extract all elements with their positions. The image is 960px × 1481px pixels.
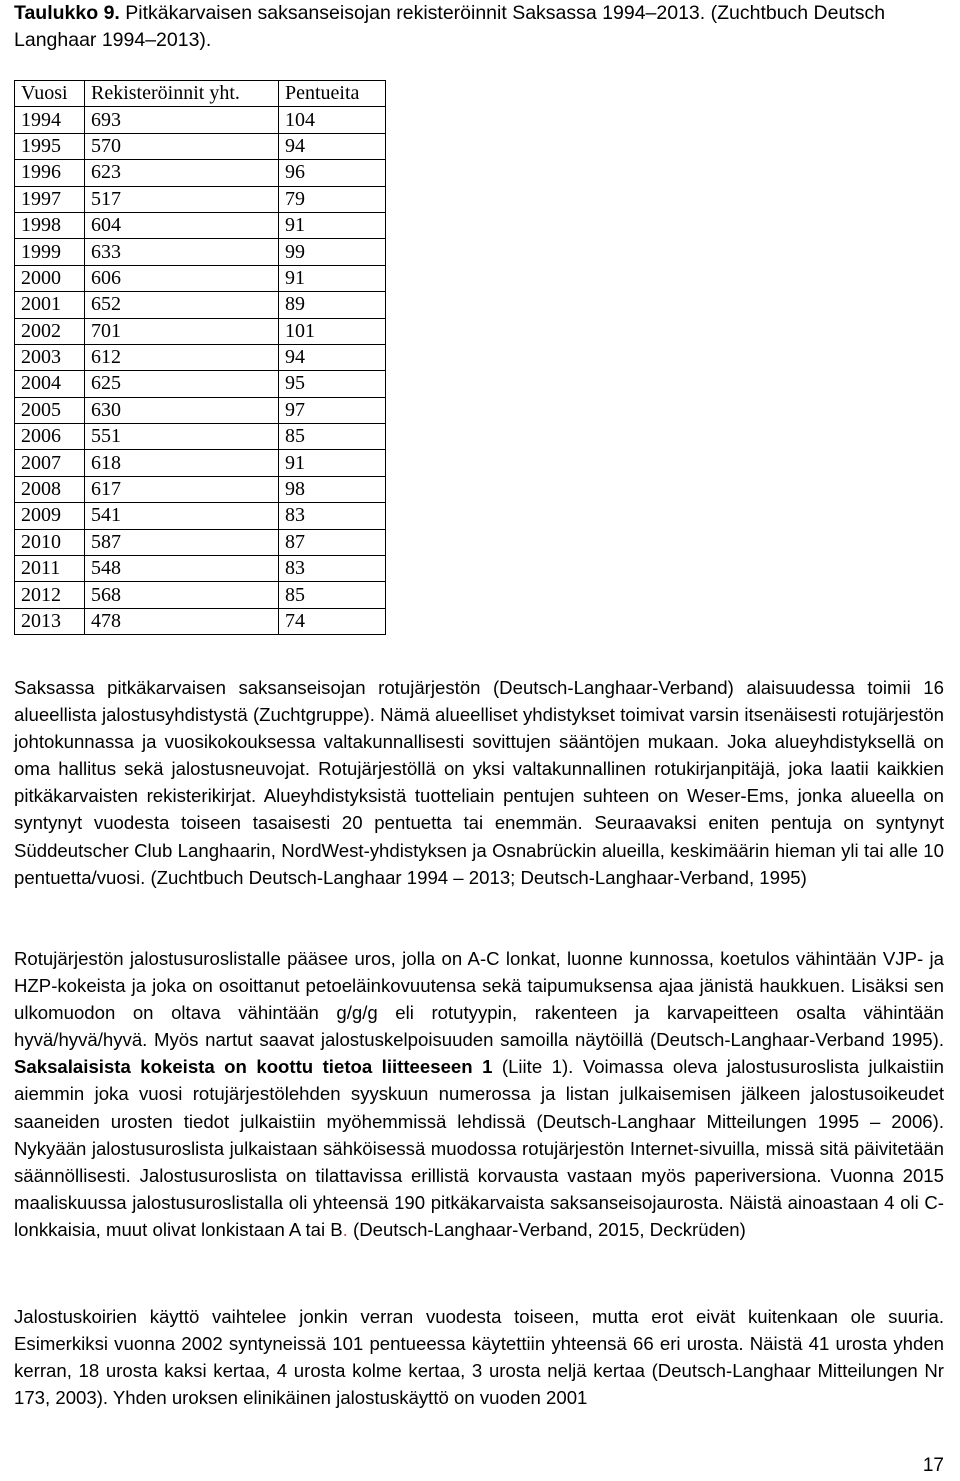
cell-litters: 83 (279, 503, 386, 529)
cell-year: 2013 (15, 608, 85, 634)
cell-registrations: 630 (85, 397, 279, 423)
cell-litters: 104 (279, 107, 386, 133)
table-row (15, 371, 386, 397)
cell-year: 2007 (15, 450, 85, 476)
paragraph-breeding-list-text-1: Rotujärjestön jalostusuroslistalle pääsee uros, jolla on A-C lonkat, luonne kunnossa, koetulos vähintään VJP- ja HZP-kokeista ja joka on osoittanut petoeläinkovuutensa sekä taipumuksensa ajaa jänistä haukkuen. Lisäksi sen ulkomuodon on oltava vähintään g/g/g eli rotutyypin, rakenteen ja karvapeitteen osalta vähintään hyvä/hyvä/hyvä. Myös nartut saavat jalostuskelpoisuuden samoilla näytöillä (Deutsch-Langhaar-Verband 1995). (14, 948, 944, 1051)
cell-litters: 94 (279, 344, 386, 370)
table-row (15, 476, 386, 502)
paragraph-breeding-list-text-3: (Deutsch-Langhaar-Verband, 2015, Deckrüden) (347, 1218, 746, 1240)
cell-registrations: 517 (85, 186, 279, 212)
cell-litters: 91 (279, 265, 386, 291)
cell-registrations: 652 (85, 292, 279, 318)
cell-litters: 95 (279, 371, 386, 397)
table-body (15, 107, 386, 635)
table-row (15, 239, 386, 265)
table-row (15, 450, 386, 476)
cell-year: 2002 (15, 318, 85, 344)
table-row (15, 318, 386, 344)
paragraph-regional-associations: Saksassa pitkäkarvaisen saksanseisojan rotujärjestön (Deutsch-Langhaar-Verband) alaisuudessa toimii 16 alueellista jalostusyhdistystä (Zuchtgruppe). Nämä alueelliset yhdistykset toimivat varsin itsenäisesti rotujärjestön johtokunnassa ja vuosikokouksessa valtakunnallisesti sovittujen sääntöjen mukaan. Joka alueyhdistyksellä on oma hallitus sekä jalostusneuvojat. Rotujärjestöllä on yksi valtakunnallinen rotukirjanpitäjä, joka laatii kaikkien pitkäkarvaisten rekisterikirjat. Alueyhdistyksistä tuotteliain pentujen suhteen on Weser-Ems, jonka alueella on syntynyt vuodesta toiseen tasaisesti 20 pentuetta tai enemmän. Seuraavaksi eniten pentuja on syntynyt Süddeutscher Club Langhaarin, NordWest-yhdistyksen ja Osnabrückin alueilla, keskimäärin hieman yli tai alle 10 pentuetta/vuosi. (Zuchtbuch Deutsch-Langhaar 1994 – 2013; Deutsch-Langhaar-Verband, 1995) (14, 677, 944, 888)
cell-litters: 96 (279, 160, 386, 186)
cell-litters: 83 (279, 556, 386, 582)
cell-litters: 101 (279, 318, 386, 344)
cell-year: 2000 (15, 265, 85, 291)
cell-year: 2003 (15, 344, 85, 370)
table-row (15, 608, 386, 634)
cell-litters: 89 (279, 292, 386, 318)
table-row (15, 265, 386, 291)
paragraph-breeding-list-bold: Saksalaisista kokeista on koottu tietoa liitteeseen 1 (14, 1056, 493, 1078)
cell-year: 2001 (15, 292, 85, 318)
cell-year: 2009 (15, 503, 85, 529)
cell-year: 1998 (15, 212, 85, 238)
cell-litters: 98 (279, 476, 386, 502)
table-row (15, 133, 386, 159)
column-header-registrations: Rekisteröinnit yht. (85, 81, 279, 107)
cell-litters: 91 (279, 212, 386, 238)
column-header-litters: Pentueita (279, 81, 386, 107)
cell-registrations: 693 (85, 107, 279, 133)
cell-registrations: 618 (85, 450, 279, 476)
page-number: 17 (922, 1455, 944, 1476)
cell-year: 2004 (15, 371, 85, 397)
cell-year: 2008 (15, 476, 85, 502)
cell-registrations: 587 (85, 529, 279, 555)
table-row (15, 160, 386, 186)
cell-registrations: 568 (85, 582, 279, 608)
paragraph-breeding-list (14, 945, 944, 1243)
cell-litters: 97 (279, 397, 386, 423)
cell-year: 2006 (15, 424, 85, 450)
cell-registrations: 604 (85, 212, 279, 238)
table-row (15, 529, 386, 555)
table-row (15, 186, 386, 212)
table-row (15, 397, 386, 423)
cell-registrations: 612 (85, 344, 279, 370)
cell-year: 1999 (15, 239, 85, 265)
cell-litters: 85 (279, 424, 386, 450)
cell-registrations: 570 (85, 133, 279, 159)
cell-registrations: 625 (85, 371, 279, 397)
cell-year: 2011 (15, 556, 85, 582)
cell-year: 1997 (15, 186, 85, 212)
cell-year: 1996 (15, 160, 85, 186)
table-caption-text: Pitkäkarvaisen saksanseisojan rekisteröinnit Saksassa 1994–2013. (Zuchtbuch Deutsch Langhaar 1994–2013). (14, 2, 886, 51)
cell-litters: 74 (279, 608, 386, 634)
table-row (15, 212, 386, 238)
table-row (15, 503, 386, 529)
cell-registrations: 548 (85, 556, 279, 582)
table-row (15, 107, 386, 133)
cell-registrations: 617 (85, 476, 279, 502)
cell-litters: 87 (279, 529, 386, 555)
cell-year: 2012 (15, 582, 85, 608)
cell-year: 2010 (15, 529, 85, 555)
cell-litters: 94 (279, 133, 386, 159)
table-row (15, 424, 386, 450)
cell-registrations: 623 (85, 160, 279, 186)
cell-year: 2005 (15, 397, 85, 423)
table-caption (14, 0, 944, 54)
cell-litters: 79 (279, 186, 386, 212)
table-row (15, 292, 386, 318)
table-caption-label: Taulukko 9. (14, 2, 120, 24)
column-header-year: Vuosi (15, 81, 85, 107)
cell-litters: 85 (279, 582, 386, 608)
cell-registrations: 478 (85, 608, 279, 634)
table-row (15, 344, 386, 370)
cell-year: 1995 (15, 133, 85, 159)
cell-year: 1994 (15, 107, 85, 133)
table-header-row (15, 81, 386, 107)
cell-litters: 99 (279, 239, 386, 265)
cell-registrations: 606 (85, 265, 279, 291)
registrations-table (14, 80, 386, 635)
paragraph-breeding-use: Jalostuskoirien käyttö vaihtelee jonkin verran vuodesta toiseen, mutta erot eivät kuitenkaan ole suuria. Esimerkiksi vuonna 2002 syntyneissä 101 pentueessa käytettiin yhteensä 66 eri urosta. Näistä 41 urosta yhden kerran, 18 urosta kaksi kertaa, 4 urosta kolme kertaa, 3 urosta neljä kertaa (Deutsch-Langhaar Mitteilungen Nr 173, 2003). Yhden uroksen elinikäinen jalostuskäyttö on vuoden 2001 (14, 1306, 944, 1409)
cell-litters: 91 (279, 450, 386, 476)
cell-registrations: 633 (85, 239, 279, 265)
table-row (15, 582, 386, 608)
cell-registrations: 551 (85, 424, 279, 450)
cell-registrations: 701 (85, 318, 279, 344)
paragraph-breeding-list-text-2: (Liite 1). Voimassa oleva jalostusuroslista julkaistiin aiemmin joka vuosi rotujärjestölehden syyskuun numerossa ja listan julkaisemisen jälkeen jalostusoikeudet saaneiden urosten tiedot julkaistiin myöhemmissä lehdissä (Deutsch-Langhaar Mitteilungen 1995 – 2006). Nykyään jalostusuroslista julkaistaan sähköisessä muodossa rotujärjestön Internet-sivuilla, missä sitä päivitetään säännöllisesti. Jalostusuroslista on tilattavissa erillistä korvausta vastaan myös paperiversiona. Vuonna 2015 maaliskuussa jalostusuroslistalla oli yhteensä 190 pitkäkarvaista saksanseisojaurosta. Näistä ainoastaan 4 oli C-lonkkaisia, muut olivat lonkistaan A tai B (14, 1056, 944, 1240)
cell-registrations: 541 (85, 503, 279, 529)
paragraph-breeding-list-red-period: . (342, 1218, 348, 1240)
table-row (15, 556, 386, 582)
